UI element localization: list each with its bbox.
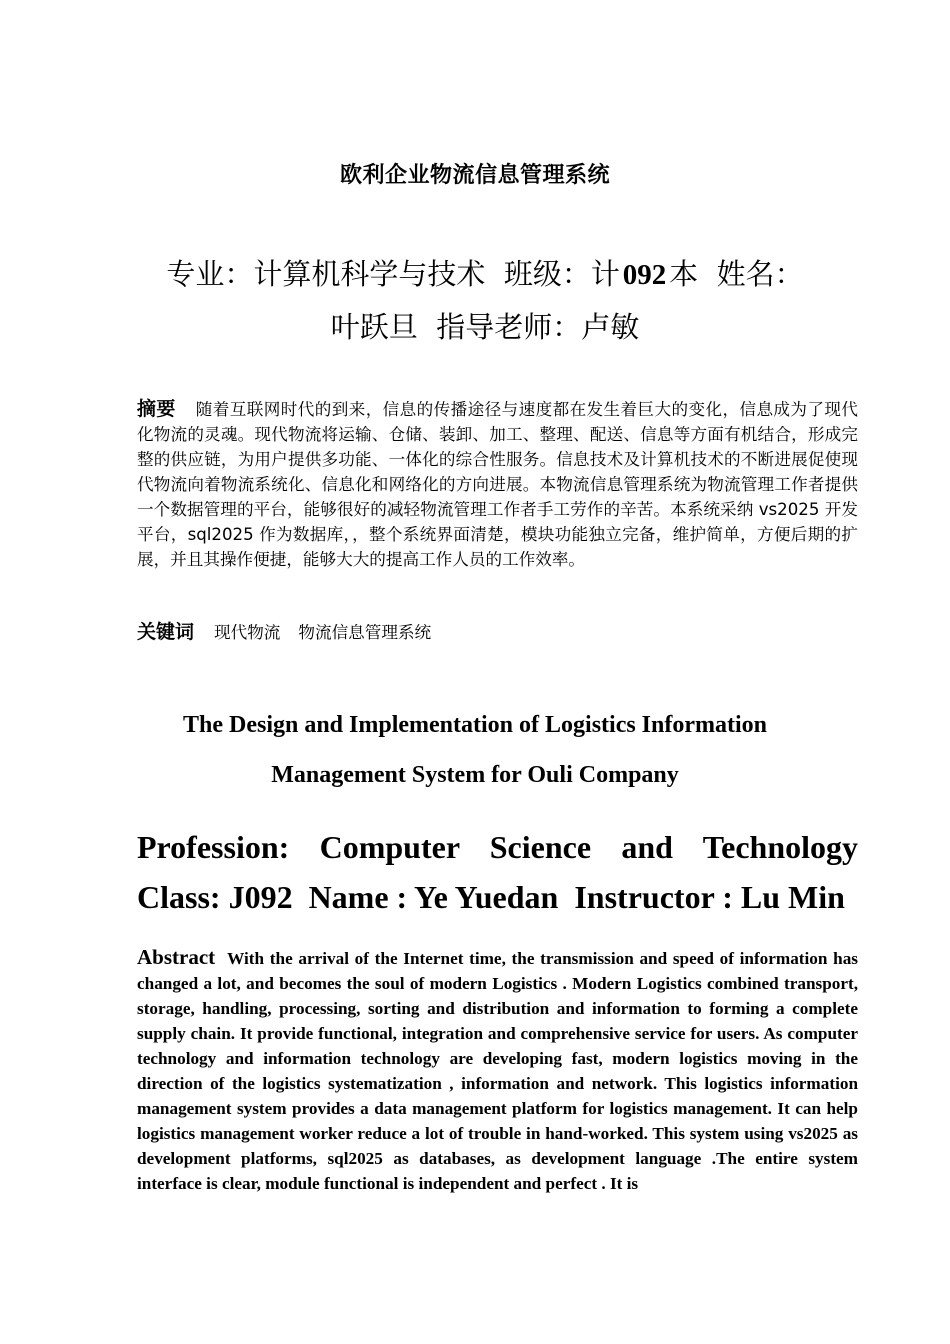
english-author-info [137, 822, 858, 922]
chinese-abstract-label: 摘要 [137, 398, 176, 420]
class-suffix: 本 [669, 257, 699, 291]
keyword: 物流信息管理系统 [298, 623, 432, 642]
english-title [100, 700, 850, 800]
english-title-line-1: The Design and Implementation of Logistics Information [182, 712, 768, 738]
english-title-line-2: Management System for Ouli Company [271, 762, 679, 788]
chinese-abstract [137, 397, 858, 572]
chinese-author-info [120, 248, 850, 353]
class-number: 092 [622, 259, 667, 291]
chinese-abstract-text: 随着互联网时代的到来，信息的传播途径与速度都在发生着巨大的变化，信息成为了现代化物流的灵魂。现代物流将运输、仓储、装卸、加工、整理、配送、信息等方面有机结合，形成完整的供应链，为用户提供多功能、一体化的综合性服务。信息技术及计算机技术的不断进展促使现代物流向着物流系统化、信息化和网络化的方向进展。本物流信息管理系统为物流管理工作者提供一个数据管理的平台，能够很好的减轻物流管理工作者手工劳作的辛苦。本系统采纳 vs2025 开发平台，sql2025 作为数据库，，整个系统界面清楚，模块功能独立完备，维护简单，方便后期的扩展，并且其操作便捷，能够大大的提高工作人员的工作效率。 [137, 400, 858, 569]
class-prefix: 计 [590, 257, 620, 291]
english-abstract-text: With the arrival of the Internet time, the transmission and speed of information has changed a lot, and becomes the soul of modern Logistics . Modern Logistics combined transport, storage, handling, processing, sorting and distribution and information to forming a complete supply chain. It provide functional, integration and comprehensive service for users. As computer technology and information technology are developing fast, modern logistics moving in the direction of the logistics systematization , information and network. This logistics information management system provides a data management platform for logistics management. It can help logistics management worker reduce a lot of trouble in hand-worked. This system using vs2025 as development platforms, sql2025 as databases, as development language .The entire system interface is clear, module functional is independent and perfect . It is [137, 949, 858, 1193]
english-abstract-label: Abstract [137, 945, 216, 969]
keyword: 现代物流 [214, 623, 281, 642]
english-profession-line: Profession: Computer Science and Technology [137, 829, 858, 865]
name-value: 叶跃旦 [330, 310, 418, 344]
major-value: 计算机科学与技术 [253, 257, 486, 291]
advisor-value: 卢敏 [581, 310, 640, 344]
advisor-label: 指导老师： [436, 310, 582, 344]
chinese-title: 欧利企业物流信息管理系统 [339, 163, 610, 188]
chinese-keywords [137, 620, 449, 645]
major-label: 专业： [166, 257, 254, 291]
english-abstract [137, 945, 858, 1196]
name-label: 姓名： [716, 257, 804, 291]
class-label: 班级： [503, 257, 591, 291]
english-class-name-instructor-line: Class: J092 Name : Ye Yuedan Instructor : Lu Min [137, 879, 845, 915]
chinese-keywords-label: 关键词 [137, 621, 195, 643]
